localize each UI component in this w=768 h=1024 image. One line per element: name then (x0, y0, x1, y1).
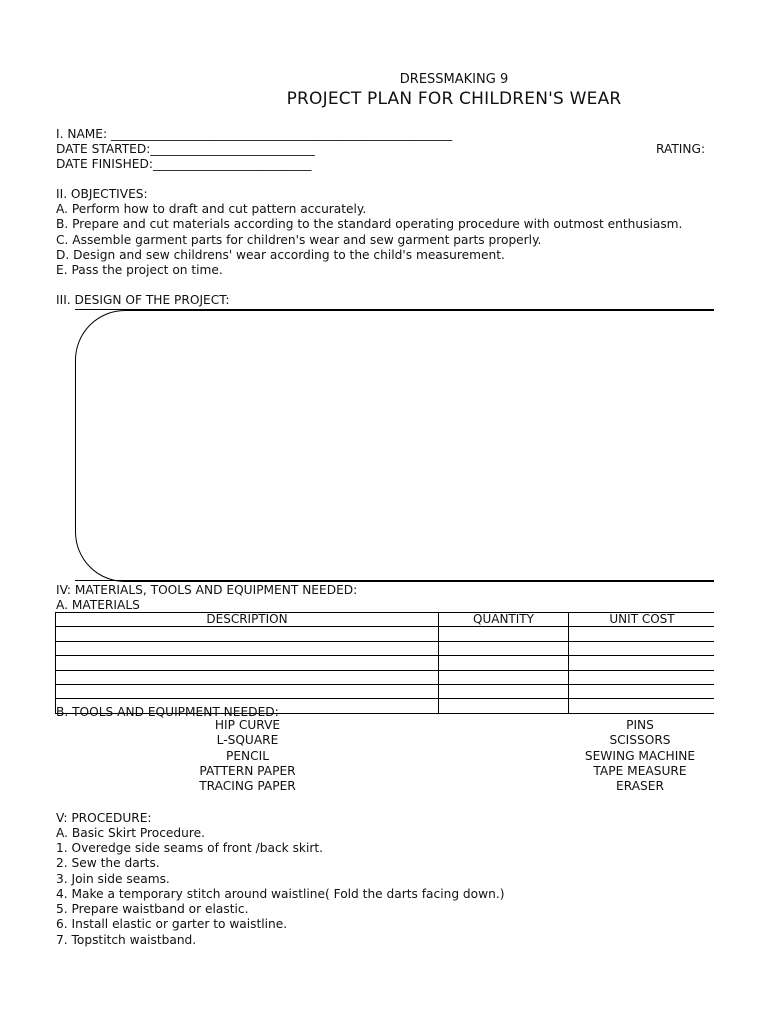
document-title: PROJECT PLAN FOR CHILDREN'S WEAR (286, 89, 622, 109)
list-item: TAPE MEASURE (593, 763, 687, 778)
date-started-field: DATE STARTED:___________________________ (56, 142, 315, 156)
procedure-step: 1. Overedge side seams of front /back skirt. (56, 841, 324, 855)
table-cell[interactable] (569, 670, 715, 684)
list-item: SEWING MACHINE (584, 748, 696, 763)
tools-heading: B. TOOLS AND EQUIPMENT NEEDED: (56, 705, 279, 719)
list-item: PENCIL (225, 748, 270, 763)
rating-field: RATING: (656, 142, 706, 156)
list-item: SCISSORS (609, 733, 671, 748)
objectives-heading: II. OBJECTIVES: (56, 187, 148, 201)
table-cell[interactable] (569, 656, 715, 670)
column-header-description: DESCRIPTION (56, 613, 439, 627)
table-row (56, 641, 715, 655)
table-cell[interactable] (569, 641, 715, 655)
objective-item: E. Pass the project on time. (56, 263, 223, 277)
table-cell[interactable] (439, 670, 569, 684)
materials-heading: IV: MATERIALS, TOOLS AND EQUIPMENT NEEDED: (56, 583, 358, 597)
tools-list-left (160, 718, 335, 794)
list-item: TRACING PAPER (199, 779, 296, 794)
table-cell[interactable] (439, 684, 569, 698)
column-header-unit-cost: UNIT COST (569, 613, 715, 627)
procedure-step: 4. Make a temporary stitch around waistline( Fold the darts facing down.) (56, 887, 505, 901)
list-item: ERASER (616, 779, 664, 794)
list-item: PINS (626, 718, 654, 732)
procedure-heading: V: PROCEDURE: (56, 811, 152, 825)
table-cell[interactable] (439, 641, 569, 655)
procedure-step: 3. Join side seams. (56, 872, 170, 886)
table-cell[interactable] (56, 670, 439, 684)
table-cell[interactable] (56, 641, 439, 655)
column-header-quantity: QUANTITY (439, 613, 569, 627)
table-cell[interactable] (56, 656, 439, 670)
procedure-step: 2. Sew the darts. (56, 856, 160, 870)
materials-subheading: A. MATERIALS (56, 598, 140, 612)
table-row (56, 684, 715, 698)
subject-heading: DRESSMAKING 9 (399, 72, 509, 87)
design-heading: III. DESIGN OF THE PROJECT: (56, 293, 230, 307)
table-row (56, 656, 715, 670)
table-cell[interactable] (439, 627, 569, 641)
procedure-step: 7. Topstitch waistband. (56, 933, 197, 947)
table-cell[interactable] (569, 627, 715, 641)
list-item: HIP CURVE (214, 718, 281, 732)
table-row (56, 627, 715, 641)
materials-table (55, 612, 714, 714)
objective-item: A. Perform how to draft and cut pattern accurately. (56, 202, 367, 216)
table-cell[interactable] (569, 699, 715, 713)
objective-item: D. Design and sew childrens' wear according to the child's measurement. (56, 248, 505, 262)
table-cell[interactable] (439, 656, 569, 670)
tools-list-right (560, 718, 714, 794)
table-header-row (56, 613, 715, 627)
procedure-step: 6. Install elastic or garter to waistline. (56, 917, 288, 931)
table-cell[interactable] (569, 684, 715, 698)
procedure-subheading: A. Basic Skirt Procedure. (56, 826, 205, 840)
table-row (56, 670, 715, 684)
objective-item: B. Prepare and cut materials according to the standard operating procedure with outmost enthusiasm. (56, 217, 683, 231)
table-cell[interactable] (56, 627, 439, 641)
table-cell[interactable] (439, 699, 569, 713)
table-cell[interactable] (56, 684, 439, 698)
list-item: L-SQUARE (216, 733, 279, 748)
procedure-step: 5. Prepare waistband or elastic. (56, 902, 249, 916)
name-field: I. NAME: ________________________________________________________ (56, 127, 453, 141)
design-bottom-rule (75, 580, 714, 581)
objective-item: C. Assemble garment parts for children's wear and sew garment parts properly. (56, 233, 542, 247)
list-item: PATTERN PAPER (199, 763, 296, 778)
design-drawing-area (75, 310, 714, 582)
date-finished-field: DATE FINISHED:__________________________ (56, 157, 312, 171)
